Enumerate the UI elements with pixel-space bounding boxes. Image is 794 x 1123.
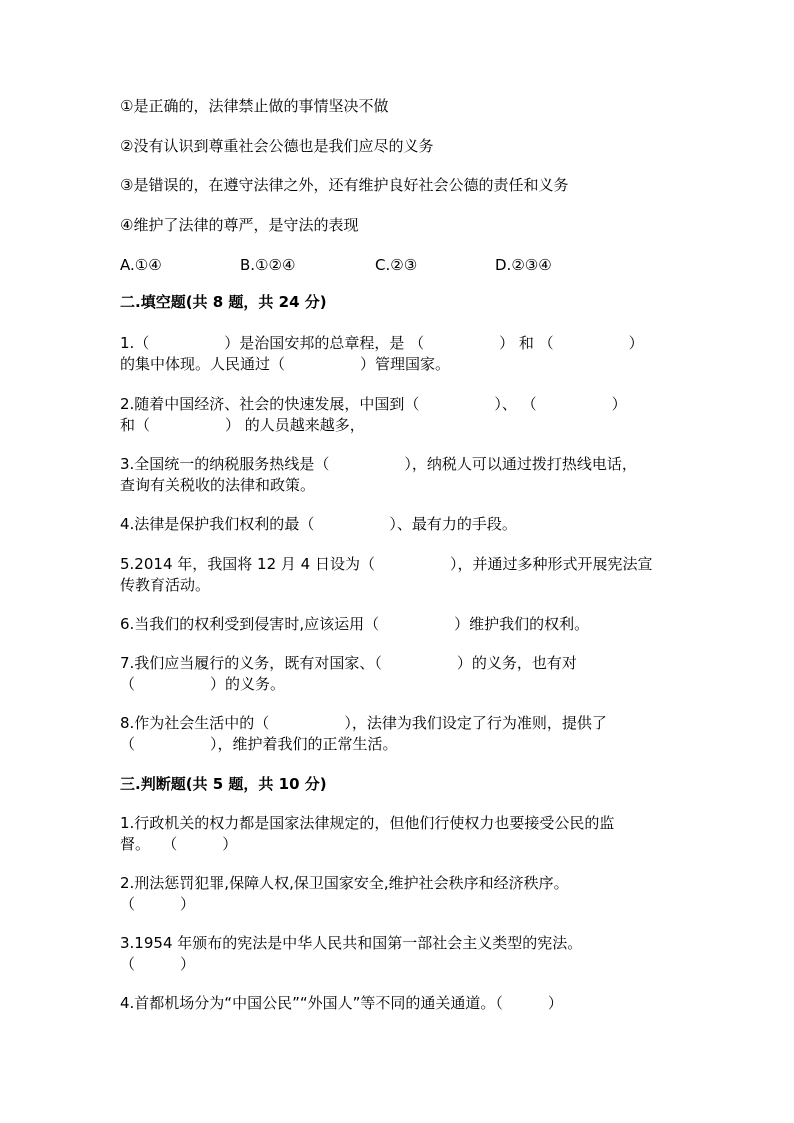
fill-q2-line1: 2.随着中国经济、社会的快速发展，中国到（ ）、 （ ） [120, 395, 627, 413]
fill-q3-line2: 查询有关税收的法律和政策。 [120, 476, 316, 494]
judge-q1-line2: 督。 （ ） [120, 835, 238, 853]
judge-q2-line1: 2.刑法惩罚犯罪,保障人权,保卫国家安全,维护社会秩序和经济秩序。 [120, 874, 569, 892]
option-c: C.②③ [375, 256, 418, 274]
statement-1: ①是正确的，法律禁止做的事情坚决不做 [120, 97, 389, 115]
judge-q3-line1: 3.1954 年颁布的宪法是中华人民共和国第一部社会主义类型的宪法。 [120, 934, 583, 952]
judge-q1-line1: 1.行政机关的权力都是国家法律规定的，但他们行使权力也要接受公民的监 [120, 814, 615, 832]
section-2-title: 二.填空题(共 8 题，共 24 分) [120, 293, 327, 311]
statement-3: ③是错误的，在遵守法律之外，还有维护良好社会公德的责任和义务 [120, 176, 569, 194]
judge-q2-line2: （ ） [120, 895, 196, 913]
option-b: B.①②④ [240, 256, 296, 274]
fill-q6-line1: 6.当我们的权利受到侵害时,应该运用（ ）维护我们的权利。 [120, 615, 590, 633]
fill-q1-line1: 1.（ ）是治国安邦的总章程，是 （ ） 和 （ ） [120, 334, 644, 352]
statement-2: ②没有认识到尊重社会公德也是我们应尽的义务 [120, 137, 434, 155]
fill-q2-line2: 和（ ） 的人员越来越多， [120, 416, 365, 434]
judge-q4-line1: 4.首都机场分为“中国公民”“外国人”等不同的通关通道。（ ） [120, 994, 563, 1012]
judge-q3-line2: （ ） [120, 955, 196, 973]
fill-q3-line1: 3.全国统一的纳税服务热线是（ ），纳税人可以通过拨打热线电话， [120, 455, 637, 473]
fill-q8-line2: （ ），维护着我们的正常生活。 [120, 735, 398, 753]
fill-q8-line1: 8.作为社会生活中的（ ），法律为我们设定了行为准则，提供了 [120, 714, 607, 732]
fill-q5-line2: 传教育活动。 [120, 576, 211, 594]
option-d: D.②③④ [495, 256, 552, 274]
fill-q7-line1: 7.我们应当履行的义务，既有对国家、（ ）的义务，也有对 [120, 654, 577, 672]
fill-q1-line2: 的集中体现。人民通过（ ）管理国家。 [120, 355, 451, 373]
fill-q5-line1: 5.2014 年，我国将 12 月 4 日设为（ ），并通过多种形式开展宪法宣 [120, 555, 653, 573]
fill-q7-line2: （ ）的义务。 [120, 675, 286, 693]
section-3-title: 三.判断题(共 5 题，共 10 分) [120, 775, 327, 793]
statement-4: ④维护了法律的尊严，是守法的表现 [120, 216, 359, 234]
fill-q4-line1: 4.法律是保护我们权利的最（ ）、最有力的手段。 [120, 515, 517, 533]
option-a: A.①④ [120, 256, 162, 274]
